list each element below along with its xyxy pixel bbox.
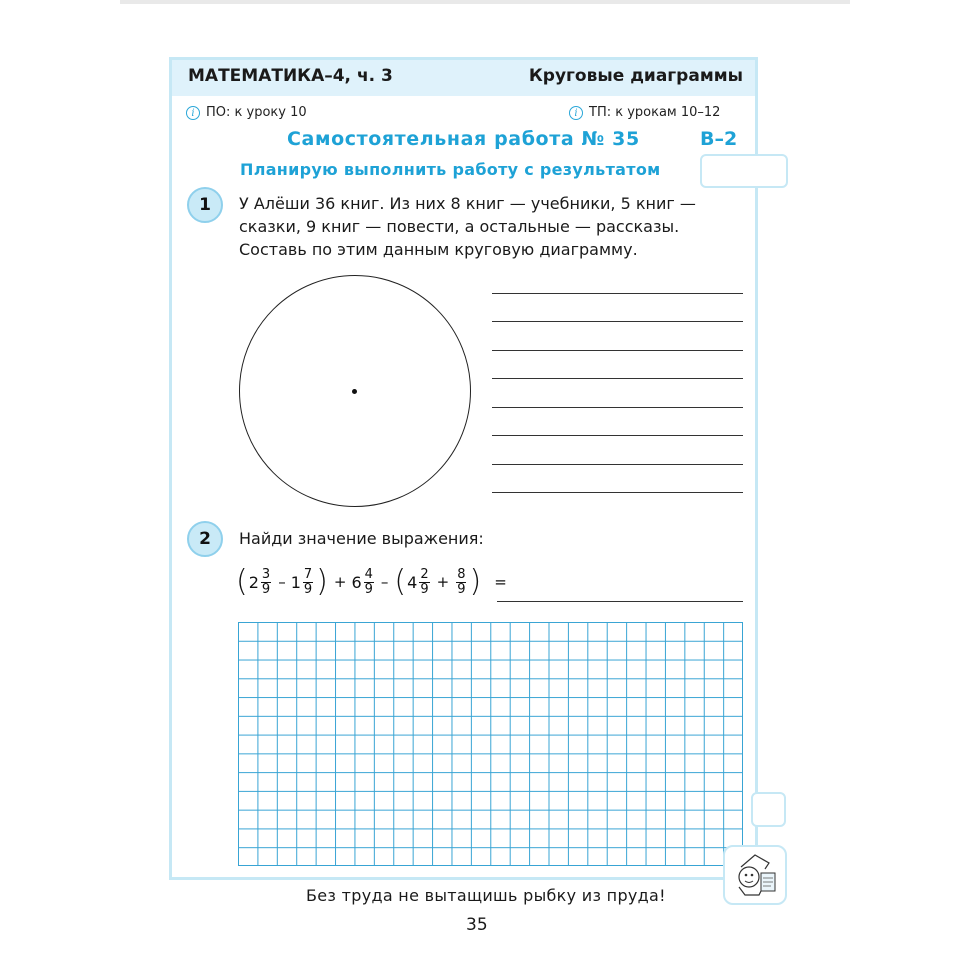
fraction (303, 568, 313, 597)
answer-line[interactable] (492, 464, 743, 465)
mixed-whole: 1 (290, 572, 301, 592)
mixed-whole: 2 (248, 572, 259, 592)
numerator: 8 (457, 566, 466, 582)
task-number-badge: 1 (187, 187, 223, 223)
answer-line[interactable] (492, 350, 743, 351)
math-expression (235, 560, 512, 604)
mixed-whole: 4 (407, 572, 418, 592)
answer-line[interactable] (492, 435, 743, 436)
score-box[interactable] (751, 792, 786, 827)
answer-line[interactable] (492, 293, 743, 294)
operator: – (278, 573, 286, 591)
top-edge-line (120, 0, 850, 4)
paren-open: ( (394, 564, 407, 599)
denominator: 9 (261, 581, 271, 597)
numerator: 7 (303, 566, 313, 582)
book-title: МАТЕМАТИКА–4, ч. 3 (188, 66, 393, 86)
info-right (569, 105, 720, 120)
task-number-badge: 2 (187, 521, 223, 557)
planned-result-box[interactable] (700, 154, 788, 188)
paren-close: ) (469, 564, 482, 599)
task2-prompt: Найди значение выражения: (239, 529, 484, 548)
fraction (419, 568, 429, 597)
task1-text (239, 192, 749, 261)
info-icon: i (569, 106, 583, 120)
info-left (186, 105, 307, 120)
paren-open: ( (236, 564, 248, 599)
operator: – (380, 573, 389, 591)
topic-title: Круговые диаграммы (528, 66, 743, 86)
answer-line[interactable] (492, 407, 743, 408)
circle-center-dot (352, 389, 357, 394)
paren-close: ) (316, 564, 328, 599)
task1-line: Составь по этим данным круговую диаграмму. (239, 240, 638, 259)
answer-line[interactable] (492, 378, 743, 379)
task1-line: сказки, 9 книг — повести, а остальные — рассказы. (239, 217, 680, 236)
header-band (172, 60, 755, 96)
answer-line[interactable] (492, 321, 743, 322)
info-left-text: ПО: к уроку 10 (206, 105, 307, 120)
fraction (261, 568, 271, 597)
operator: + (333, 573, 347, 591)
fraction (456, 568, 466, 597)
fraction (364, 568, 374, 597)
grid-workspace[interactable] (238, 622, 743, 866)
variant-label: В–2 (700, 128, 738, 150)
page-number: 35 (466, 915, 488, 935)
denominator: 9 (457, 581, 466, 597)
expression-answer-line[interactable] (497, 601, 743, 602)
answer-line[interactable] (492, 492, 743, 493)
mascot-image (723, 845, 787, 905)
numerator: 3 (261, 566, 271, 582)
proverb-text: Без труда не вытащишь рыбку из пруда! (306, 886, 666, 905)
denominator: 9 (364, 581, 373, 597)
work-title: Самостоятельная работа № 35 (287, 128, 640, 150)
numerator: 4 (364, 566, 373, 582)
plan-result-label: Планирую выполнить работу с результатом (240, 160, 661, 179)
info-icon: i (186, 106, 200, 120)
mixed-whole: 6 (351, 572, 362, 592)
task1-line: У Алёши 36 книг. Из них 8 книг — учебники, 5 книг — (239, 194, 696, 213)
denominator: 9 (303, 581, 313, 597)
equals-sign: = (494, 573, 507, 591)
info-right-text: ТП: к урокам 10–12 (589, 105, 721, 120)
operator: + (436, 573, 450, 591)
mascot-icon (725, 847, 785, 903)
denominator: 9 (420, 581, 429, 597)
numerator: 2 (420, 566, 429, 582)
